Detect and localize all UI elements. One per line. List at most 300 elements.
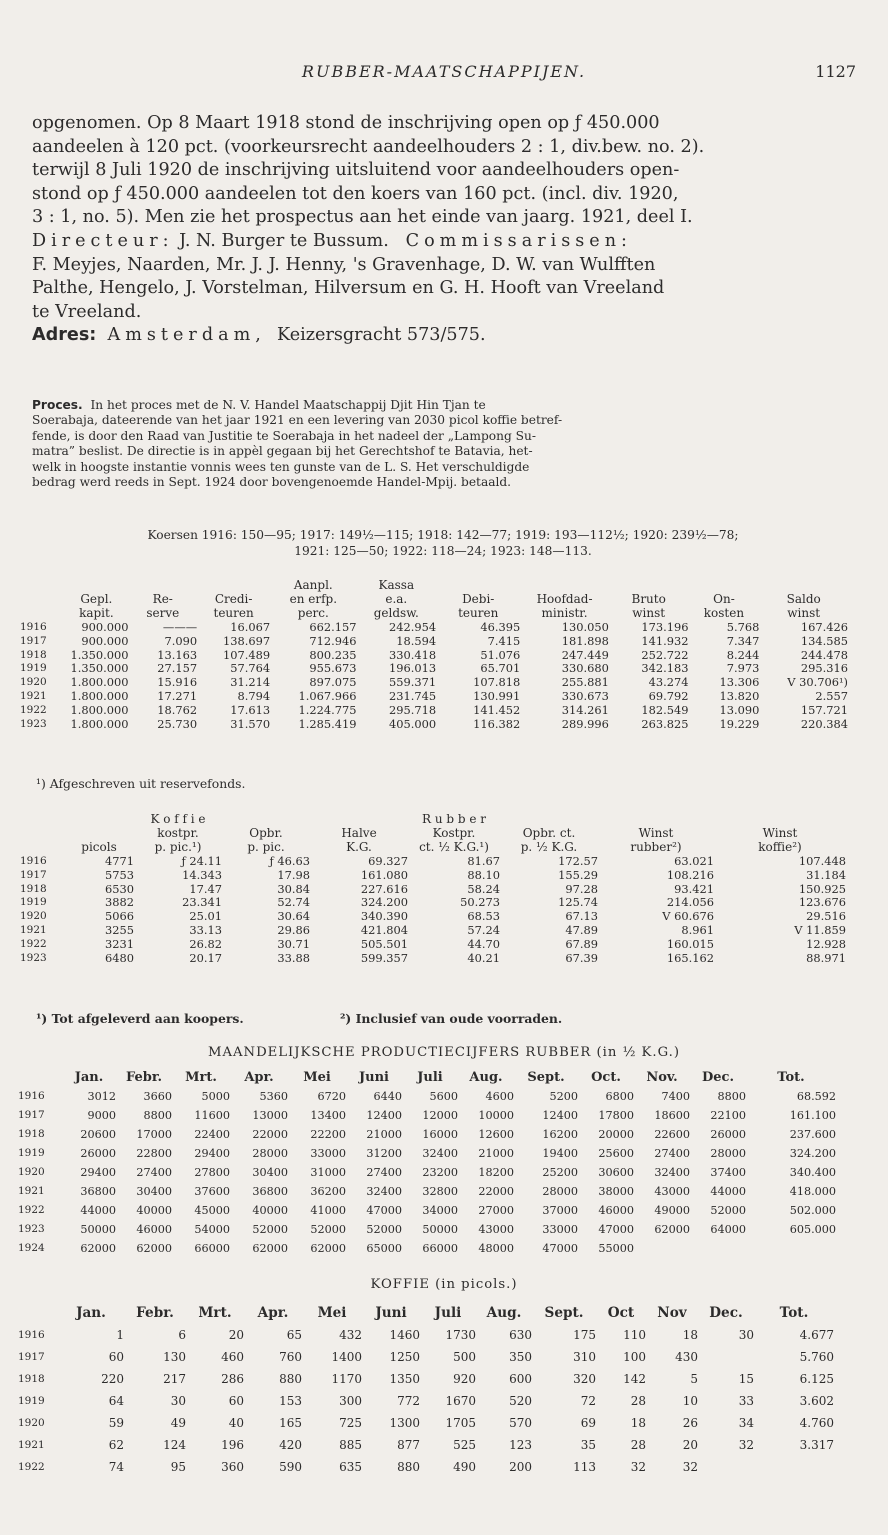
table-cell: 430	[675, 1350, 698, 1364]
table-cell: 1918	[18, 1128, 45, 1140]
table-cell: 1.350.000	[70, 661, 129, 676]
table-cell: 3231	[105, 937, 134, 952]
table-cell: 13.820	[719, 689, 760, 704]
table-cell: 1300	[389, 1416, 420, 1430]
month-header: Tot.	[779, 1305, 809, 1321]
column-header: Debi-	[462, 591, 495, 606]
column-header	[128, 579, 197, 593]
table-row	[18, 1368, 834, 1390]
table-cell: 31.184	[806, 867, 846, 882]
month-header: Juli	[434, 1305, 462, 1321]
table-cell: 22000	[478, 1185, 514, 1198]
table-cell: 1922	[18, 1204, 45, 1216]
table-cell: 33.88	[277, 951, 310, 966]
table-cell: 18.762	[157, 703, 198, 718]
column-header: Halve	[341, 825, 377, 840]
table-row	[20, 910, 846, 924]
table-cell: 48000	[478, 1242, 514, 1255]
table-cell: 17000	[136, 1128, 172, 1141]
group-header	[598, 813, 714, 827]
table-cell: 26	[682, 1416, 698, 1430]
table-cell	[634, 1239, 690, 1258]
table-cell: 244.478	[800, 647, 848, 662]
column-header	[20, 607, 64, 621]
table-cell: 28000	[542, 1185, 578, 1198]
column-header: e.a.	[385, 591, 408, 606]
table-cell: 88.971	[806, 951, 846, 966]
table-cell: 107.818	[473, 675, 521, 690]
proces-label: Proces.	[32, 398, 83, 412]
table-cell: 65	[286, 1328, 302, 1342]
table-cell: 1917	[18, 1351, 45, 1363]
table-cell: 12400	[542, 1109, 578, 1122]
table-header-row	[20, 607, 848, 621]
table-cell: 421.804	[360, 923, 408, 938]
table-row	[20, 621, 848, 635]
table-cell: 66000	[422, 1242, 458, 1255]
table-cell: 18600	[654, 1109, 690, 1122]
month-header: Oct.	[591, 1070, 621, 1085]
table-cell: 900.000	[81, 619, 129, 634]
table-cell: 33000	[542, 1223, 578, 1236]
table-cell: 22000	[252, 1128, 288, 1141]
table-cell: 196	[221, 1438, 244, 1452]
table-cell: 3012	[87, 1090, 116, 1103]
table-cell: 16.067	[230, 619, 271, 634]
table-group-row	[20, 813, 846, 827]
table-cell: 1.800.000	[70, 689, 129, 704]
table-cell: 74	[108, 1460, 124, 1474]
table-cell: 6800	[605, 1090, 634, 1103]
table-cell: 18.594	[396, 633, 437, 648]
table-cell: 18200	[478, 1166, 514, 1179]
table-cell: 31.214	[230, 675, 271, 690]
table-cell: 22400	[194, 1128, 230, 1141]
table-cell: 1921	[20, 690, 47, 703]
table-cell: 17800	[598, 1109, 634, 1122]
koersen-line: 1921: 125—50; 1922: 118—24; 1923: 148—113.	[294, 544, 592, 558]
table-cell: 4600	[485, 1090, 514, 1103]
table-cell: 330.418	[389, 647, 437, 662]
prose-line: opgenomen. Op 8 Maart 1918 stond de inschrijving open op ƒ 450.000	[32, 113, 660, 133]
company-description	[32, 112, 854, 348]
table-cell: 242.954	[389, 619, 437, 634]
table-row	[18, 1182, 836, 1201]
table-cell: 4771	[105, 853, 134, 868]
column-header: Opbr. ct.	[522, 825, 576, 840]
table-cell: 125.74	[558, 895, 598, 910]
table-cell: 599.357	[360, 951, 408, 966]
table-cell: 22600	[654, 1128, 690, 1141]
table-cell: 27400	[136, 1166, 172, 1179]
column-header: en erfp.	[289, 591, 338, 606]
table-cell: 25200	[542, 1166, 578, 1179]
table-cell: 340.400	[789, 1166, 836, 1179]
table-cell: 16000	[422, 1128, 458, 1141]
table-cell: 30400	[252, 1166, 288, 1179]
table-cell: 5360	[259, 1090, 288, 1103]
table-cell: 12600	[478, 1128, 514, 1141]
table-row	[18, 1239, 836, 1258]
table-cell: 173.196	[641, 619, 689, 634]
column-header	[20, 593, 64, 607]
table-cell: 1923	[18, 1223, 45, 1235]
column-header: kosten	[703, 605, 745, 620]
prose-line: 3 : 1, no. 5). Men zie het prospectus aan het einde van jaarg. 1921, deel I.	[32, 207, 693, 228]
table-cell: 725	[339, 1416, 362, 1430]
column-header	[20, 841, 64, 855]
table-cell: 100	[623, 1350, 646, 1364]
table-cell: 6480	[105, 951, 134, 966]
table-cell: 26000	[80, 1147, 116, 1160]
directeur-label: Directeur:	[32, 230, 174, 251]
table-cell: 5753	[105, 867, 134, 882]
table-cell: 69.327	[368, 853, 408, 868]
prose-line: terwijl 8 Juli 1920 de inschrijving uitsluitend voor aandeelhouders open-	[32, 160, 680, 181]
table-cell: 1919	[18, 1147, 45, 1159]
table-cell: 66000	[194, 1242, 230, 1255]
column-header: ministr.	[541, 605, 588, 620]
table-cell: 130.050	[561, 619, 609, 634]
table-cell: 28000	[710, 1147, 746, 1160]
table-cell: 1918	[18, 1373, 45, 1385]
table-cell: 20	[228, 1328, 244, 1342]
table-cell: 13.090	[719, 703, 760, 718]
column-header: Aanpl.	[293, 578, 333, 592]
table-cell: 52.74	[277, 895, 310, 910]
column-header: koffie²)	[758, 839, 802, 854]
table-cell: 165.162	[666, 951, 714, 966]
table-cell: 22100	[710, 1109, 746, 1122]
column-header: serve	[146, 605, 180, 620]
table-cell: 28000	[252, 1147, 288, 1160]
prose-line: F. Meyjes, Naarden, Mr. J. J. Henny, 's Gravenhage, D. W. van Wulfften	[32, 254, 656, 275]
table-header-row	[20, 841, 846, 855]
column-header: Opbr.	[249, 825, 283, 840]
table-cell: 22800	[136, 1147, 172, 1160]
table-cell: 67.89	[565, 937, 598, 952]
table-cell	[754, 1456, 834, 1478]
table-cell: 1170	[331, 1372, 362, 1386]
table-cell: 46000	[136, 1223, 172, 1236]
column-header: Gepl.	[80, 591, 113, 606]
table-cell: 1460	[389, 1328, 420, 1342]
table-cell: 19.229	[719, 717, 760, 732]
month-header: Aug.	[469, 1070, 503, 1085]
koffie-monthly-table	[18, 1302, 834, 1478]
table-cell	[690, 1239, 746, 1258]
table-cell: 182.549	[641, 703, 689, 718]
table-cell: 490	[453, 1460, 476, 1474]
table-cell: 7.973	[726, 661, 760, 676]
table-cell: 23.341	[182, 895, 222, 910]
month-header: Juni	[375, 1305, 407, 1321]
month-header: Apr.	[257, 1305, 289, 1321]
column-header: Winst	[638, 825, 674, 840]
table-cell: 30.84	[277, 881, 310, 896]
table-cell: 27800	[194, 1166, 230, 1179]
table-cell: 62000	[136, 1242, 172, 1255]
table-cell: 217	[163, 1372, 186, 1386]
table-cell: 900.000	[81, 633, 129, 648]
table-cell: 16200	[542, 1128, 578, 1141]
table-cell: 300	[339, 1394, 362, 1408]
table-cell: 11600	[194, 1109, 230, 1122]
column-header: rubber²)	[630, 839, 682, 854]
table-cell: 897.075	[309, 675, 357, 690]
table-cell: 134.585	[800, 633, 848, 648]
column-header: Hoofdad-	[536, 591, 593, 606]
table-cell: 30600	[598, 1166, 634, 1179]
table-cell: 1920	[20, 676, 47, 689]
table-cell: 5066	[105, 909, 134, 924]
table-cell: 20	[682, 1438, 698, 1452]
table-cell: 880	[279, 1372, 302, 1386]
column-header	[64, 827, 134, 841]
table-cell: 35	[580, 1438, 596, 1452]
table-cell: 52000	[366, 1223, 402, 1236]
group-header	[222, 813, 310, 827]
table-cell: 142	[623, 1372, 646, 1386]
table-cell: 123	[509, 1438, 532, 1452]
table-cell: 22200	[310, 1128, 346, 1141]
table-cell: 418.000	[789, 1185, 836, 1198]
table-cell: 1920	[20, 910, 47, 923]
column-header	[436, 579, 520, 593]
table-cell: 885	[339, 1438, 362, 1452]
table-cell: 295.718	[389, 703, 437, 718]
commissarissen-label: Commissarissen:	[405, 230, 632, 251]
table-cell: 45000	[194, 1204, 230, 1217]
table-cell	[746, 1239, 836, 1258]
proces-line: bedrag werd reeds in Sept. 1924 door bovengenoemde Handel-Mpij. betaald.	[32, 475, 512, 490]
table-cell: 44000	[710, 1185, 746, 1198]
table-cell: 88.10	[467, 867, 500, 882]
table-row	[20, 718, 848, 732]
table-row	[20, 855, 846, 869]
table-row	[20, 649, 848, 663]
table-cell: 62	[108, 1438, 124, 1452]
table-cell: 32400	[422, 1147, 458, 1160]
month-header: Juni	[359, 1070, 389, 1085]
table-cell: 33.13	[189, 923, 222, 938]
table-cell: 1.067.966	[298, 689, 357, 704]
table-row	[18, 1456, 834, 1478]
table-row	[18, 1434, 834, 1456]
table-cell: 340.390	[360, 909, 408, 924]
table-cell: 6720	[317, 1090, 346, 1103]
month-header: Febr.	[136, 1305, 174, 1321]
directeur-line	[32, 230, 854, 254]
table-cell: 31200	[366, 1147, 402, 1160]
column-header: Kassa	[378, 578, 415, 592]
table-cell: 1916	[20, 620, 47, 633]
table-cell: 1921	[18, 1439, 45, 1451]
table-cell: 27000	[478, 1204, 514, 1217]
month-header: Juli	[417, 1070, 443, 1085]
table-cell: 58.24	[467, 881, 500, 896]
table-cell: 220	[101, 1372, 124, 1386]
table-row	[20, 869, 846, 883]
table-cell: 49	[170, 1416, 186, 1430]
table-cell: 295.316	[800, 661, 848, 676]
koersen-line: Koersen 1916: 150—95; 1917: 149½—115; 1918: 142—77; 1919: 193—112½; 1920: 239½—78;	[147, 528, 739, 542]
table-cell: 1924	[18, 1242, 45, 1254]
table-cell: 19400	[542, 1147, 578, 1160]
table-cell: 12.928	[806, 937, 846, 952]
prose-line: aandeelen à 120 pct. (voorkeursrecht aandeelhouders 2 : 1, div.bew. no. 2).	[32, 136, 705, 157]
column-header: p. pic.¹)	[154, 839, 202, 854]
table-cell: 5600	[429, 1090, 458, 1103]
table-cell: 635	[339, 1460, 362, 1474]
table-cell: 263.825	[641, 717, 689, 732]
table-cell: 252.722	[641, 647, 689, 662]
column-header: kostpr.	[157, 825, 199, 840]
table-cell: 64	[108, 1394, 124, 1408]
table-cell: 12000	[422, 1109, 458, 1122]
month-header	[18, 1068, 62, 1087]
table-cell: 13.306	[719, 675, 760, 690]
group-header	[500, 813, 598, 827]
column-header	[609, 579, 689, 593]
table-cell: 130	[163, 1350, 186, 1364]
month-header: Apr.	[244, 1070, 274, 1085]
table-cell: 60	[228, 1394, 244, 1408]
table-cell: 62000	[252, 1242, 288, 1255]
table-row	[20, 662, 848, 676]
table-cell: 13.163	[157, 647, 198, 662]
column-header: Bruto	[631, 591, 666, 606]
column-header: winst	[632, 605, 666, 620]
table-cell: 34000	[422, 1204, 458, 1217]
table-cell: 324.200	[789, 1147, 836, 1160]
column-header: Kostpr.	[432, 825, 476, 840]
column-header	[64, 579, 128, 593]
table-cell: 7.347	[726, 633, 760, 648]
table-cell: 310	[573, 1350, 596, 1364]
page-number: 1127	[815, 62, 856, 81]
table-cell: 108.216	[666, 867, 714, 882]
prose-line: te Vreeland.	[32, 301, 142, 322]
table-cell: 590	[279, 1460, 302, 1474]
table-cell: 760	[279, 1350, 302, 1364]
table-cell: 37400	[710, 1166, 746, 1179]
table-cell: 150.925	[798, 881, 846, 896]
table-cell: 214.056	[666, 895, 714, 910]
table-cell: 772	[397, 1394, 420, 1408]
prose-line: stond op ƒ 450.000 aandeelen tot den koers van 160 pct. (incl. div. 1920,	[32, 183, 679, 204]
month-header: Oct	[607, 1305, 635, 1321]
table-header-row	[20, 593, 848, 607]
table-cell: 138.697	[223, 633, 271, 648]
table-cell: 324.200	[360, 895, 408, 910]
table-cell: 32400	[366, 1185, 402, 1198]
table-cell: 289.996	[561, 717, 609, 732]
table-cell: 7.415	[487, 633, 521, 648]
table-cell: 60	[108, 1350, 124, 1364]
table-cell: 800.235	[309, 647, 357, 662]
table-cell: V 60.676	[662, 909, 714, 924]
table-cell: 32400	[654, 1166, 690, 1179]
table-cell: 25.730	[157, 717, 198, 732]
adres-city: Amsterdam,	[107, 325, 266, 346]
koffie-rubber-table	[20, 813, 846, 966]
table-cell: 52000	[310, 1223, 346, 1236]
table-cell: 1920	[18, 1166, 45, 1178]
table-cell: 630	[509, 1328, 532, 1342]
table-cell: 155.29	[558, 867, 598, 882]
table-cell: 15.916	[157, 675, 198, 690]
table-cell: 59	[108, 1416, 124, 1430]
table-cell: 286	[221, 1372, 244, 1386]
table-row	[20, 690, 848, 704]
column-header: On-	[713, 591, 735, 606]
table-cell: 161.080	[360, 867, 408, 882]
table-cell: 26.82	[189, 937, 222, 952]
table-cell: 47000	[598, 1223, 634, 1236]
table-cell: 1922	[18, 1461, 45, 1473]
proces-line: Soerabaja, dateerende van het jaar 1921 en een levering van 2030 picol koffie betref-	[32, 413, 563, 428]
table-row	[18, 1106, 836, 1125]
table-cell: 52000	[710, 1204, 746, 1217]
month-header: Tot.	[777, 1070, 805, 1085]
table-cell: 130.991	[473, 689, 521, 704]
table-cell: 32	[682, 1460, 698, 1474]
table-cell: 1918	[20, 882, 47, 895]
table-cell: 37000	[542, 1204, 578, 1217]
column-header: K.G.	[346, 839, 372, 854]
table-cell: 405.000	[389, 717, 437, 732]
table-cell: 520	[509, 1394, 532, 1408]
table-cell: 21000	[478, 1147, 514, 1160]
table-row	[20, 938, 846, 952]
adres-street: Keizersgracht 573/575.	[277, 325, 486, 346]
table-cell: 36800	[252, 1185, 288, 1198]
table-cell: 28	[630, 1438, 646, 1452]
table-cell: 1917	[20, 868, 47, 881]
table-cell: 5.768	[726, 619, 760, 634]
table-cell: 877	[397, 1438, 420, 1452]
table-cell: 200	[509, 1460, 532, 1474]
table-cell: 54000	[194, 1223, 230, 1236]
table-cell: 28	[630, 1394, 646, 1408]
table-cell: 29.86	[277, 923, 310, 938]
column-header: teuren	[213, 605, 254, 620]
table-cell: 559.371	[389, 675, 437, 690]
table-cell: 1919	[18, 1395, 45, 1407]
table-row	[18, 1087, 836, 1106]
table-cell: 32	[630, 1460, 646, 1474]
table-cell: 8.244	[726, 647, 760, 662]
column-header: Credi-	[214, 591, 253, 606]
table-cell: 161.100	[789, 1109, 836, 1122]
table-cell: 920	[453, 1372, 476, 1386]
monthly-rubber-table	[18, 1068, 836, 1258]
table-cell: 3882	[105, 895, 134, 910]
table-cell: 41000	[310, 1204, 346, 1217]
table-row	[18, 1412, 834, 1434]
table-cell: 10	[682, 1394, 698, 1408]
table-cell: 1670	[445, 1394, 476, 1408]
column-header	[520, 579, 609, 593]
table-cell: 18	[630, 1416, 646, 1430]
table-cell: 330.680	[561, 661, 609, 676]
table-cell: 712.946	[309, 633, 357, 648]
table-cell: 1921	[18, 1185, 45, 1197]
table-cell: 29400	[194, 1147, 230, 1160]
column-header: winst	[787, 605, 821, 620]
table-cell: 44.70	[467, 937, 500, 952]
